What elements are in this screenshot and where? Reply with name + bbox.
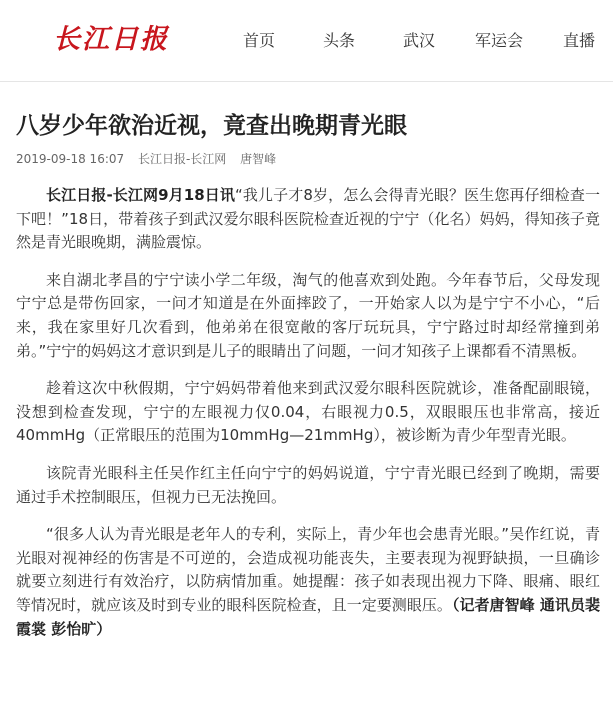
- site-logo[interactable]: 长江日报: [53, 24, 169, 55]
- article-author: 唐智峰: [240, 152, 277, 166]
- article-paragraph-2: [16, 269, 600, 363]
- nav-item-wuhan[interactable]: 武汉: [403, 31, 436, 50]
- article-paragraph-text: “我儿子才8岁，怎么会得青光眼？医生您再仔细检查一下吧！”18日，带着孩子到武汉爱尔眼科医院检查近视的宁宁（化名）妈妈，得知孩子竟然是青光眼晚期，满脸震惊。: [16, 186, 600, 252]
- article-byline: （记者唐智峰 通讯员裴霞裳 彭怡旷）: [16, 595, 600, 638]
- article-paragraph-text: 该院青光眼科主任吴作红主任向宁宁的妈妈说道，宁宁青光眼已经到了晚期，需要通过手术控制眼压，但视力已无法挽回。: [16, 463, 600, 506]
- article-source: 长江日报-长江网: [137, 152, 227, 166]
- article-lead: 长江日报-长江网9月18日讯: [46, 186, 235, 204]
- article-datetime: 2019-09-18 16:07: [16, 152, 125, 166]
- article-meta: [16, 151, 286, 167]
- article-body: [16, 184, 600, 655]
- nav-item-live[interactable]: 直播: [563, 31, 596, 50]
- article-paragraph-text: “很多人认为青光眼是老年人的专利，实际上，青少年也会患青光眼。”吴作红说，青光眼对视神经的伤害是不可逆的，会造成视功能丧失，主要表现为视野缺损，一旦确诊就要立刻进行有效治疗，以防病情加重。她提醒：孩子如表现出视力下降、眼痛、眼红等情况时，就应该及时到专业的眼科医院检查，且一定要测眼压。: [16, 525, 600, 614]
- site-header: [0, 0, 613, 82]
- nav-item-home[interactable]: 首页: [243, 31, 276, 50]
- article-paragraph-4: [16, 462, 600, 509]
- article-paragraph-text: 趁着这次中秋假期，宁宁妈妈带着他来到武汉爱尔眼科医院就诊，准备配副眼镜，没想到检查发现，宁宁的左眼视力仅0.04，右眼视力0.5，双眼眼压也非常高，接近40mmHg（正常眼压的范围为10mmHg—21mmHg），被诊断为青少年型青光眼。: [16, 379, 600, 445]
- nav-item-headlines[interactable]: 头条: [323, 31, 356, 50]
- article-paragraph-text: 来自湖北孝昌的宁宁读小学二年级，淘气的他喜欢到处跑。今年春节后，父母发现宁宁总是带伤回家，一问才知道是在外面摔跤了，一开始家人以为是宁宁不小心，“后来，我在家里好几次看到，他弟弟在很宽敞的客厅玩玩具，宁宁路过时却经常撞到弟弟。”宁宁的妈妈这才意识到是儿子的眼睛出了问题，一问才知孩子上课都看不清黑板。: [16, 270, 600, 360]
- nav-item-military-games[interactable]: 军运会: [475, 31, 524, 50]
- article-paragraph-3: [16, 377, 600, 448]
- article-paragraph-1: [16, 184, 600, 255]
- article-paragraph-5: [16, 523, 600, 641]
- article-title: 八岁少年欲治近视，竟查出晚期青光眼: [16, 113, 407, 139]
